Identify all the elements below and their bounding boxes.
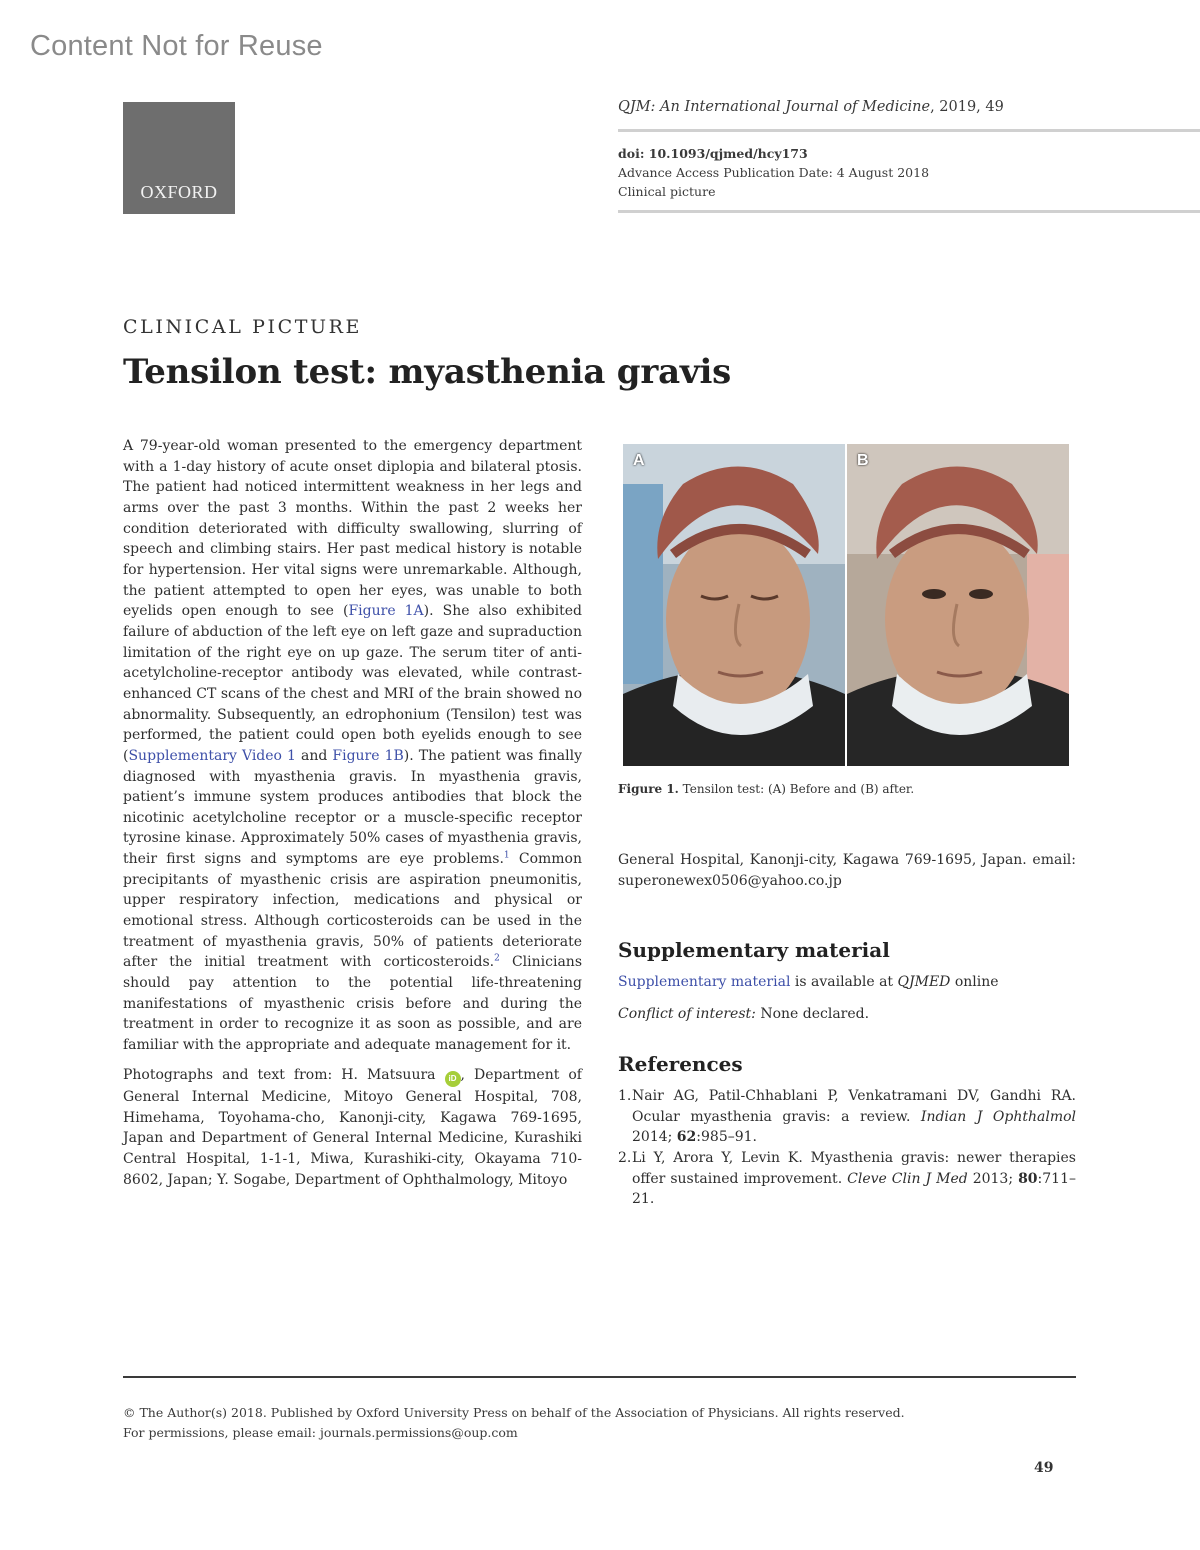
panel-label-a: A (633, 452, 645, 469)
body-and: and (295, 747, 333, 764)
article-type: Clinical picture (618, 184, 716, 199)
supplementary-video-link[interactable]: Supplementary Video 1 (128, 747, 296, 764)
patient-photo-after (847, 444, 1069, 766)
reference-pages: :711–21. (632, 1170, 1076, 1208)
figure-caption (618, 782, 914, 796)
supplementary-heading: Supplementary material (618, 938, 890, 962)
body-text-3: ). The patient was finally diagnosed with myasthenia gravis. In myasthenia gravis, patient’s immune system produces antibodies that block the nicotinic acetylcholine receptor or a muscle-specific receptor tyrosine kinase. Approximately 50% cases of myasthenia gravis, their first signs and symptoms are eye problems. (123, 747, 582, 868)
supplementary-material-link[interactable]: Supplementary material (618, 974, 791, 990)
orcid-icon[interactable]: iD (445, 1071, 461, 1087)
credit-pre: Photographs and text from: H. Matsuura (123, 1067, 445, 1083)
citation-1[interactable]: 1 (503, 850, 510, 861)
figure-panel-a (623, 444, 845, 766)
journal-year-page: , 2019, 49 (930, 99, 1004, 115)
article-title: Tensilon test: myasthenia gravis (123, 352, 732, 392)
reference-authors: Nair AG, Patil-Chhablani P, Venkatramani DV, Gandhi RA. Ocular myasthenia gravis: a review. (632, 1088, 1076, 1125)
doi[interactable]: doi: 10.1093/qjmed/hcy173 (618, 146, 808, 161)
reference-pages: :985–91. (696, 1129, 757, 1146)
reference-item (618, 1086, 1076, 1148)
supplementary-journal: QJMED (897, 974, 951, 990)
article-body (123, 436, 582, 1056)
conflict-text: None declared. (755, 1006, 870, 1022)
publisher-logo-text: OXFORD (140, 182, 218, 202)
reference-journal: Cleve Clin J Med (847, 1170, 968, 1187)
body-text-4: Common precipitants of myasthenic crisis are aspiration pneumonitis, upper respiratory infection, medications and physical or emotional stress. Although corticosteroids can be used in the treatment of myasthenia gravis, 50% of patients deteriorate after the initial treatment with corticosteroids. (123, 851, 583, 971)
conflict-of-interest (618, 1006, 869, 1022)
copyright-notice: © The Author(s) 2018. Published by Oxford University Press on behalf of the Association of Physicians. All rights reserved. (123, 1405, 905, 1420)
affiliation-continued: General Hospital, Kanonji-city, Kagawa 769-1695, Japan. email: superonewex0506@yahoo.co.jp (618, 852, 1076, 889)
advance-access-date: Advance Access Publication Date: 4 August 2018 (618, 165, 930, 180)
panel-label-b: B (857, 452, 869, 469)
footer-rule (123, 1376, 1076, 1378)
credit-post: , Department of General Internal Medicine, Mitoyo General Hospital, 708, Himehama, Toyohama-cho, Kanonji-city, Kagawa 769-1695, Japan and Department of General Internal Medicine, Kurashiki Central Hospital, 1-1-1, Miwa, Kurashiki-city, Okayama 710-8602, Japan; Y. Sogabe, Department of Ophthalmology, Mitoyo (123, 1067, 582, 1188)
publisher-logo[interactable] (123, 102, 235, 214)
conflict-label: Conflict of interest: (618, 1006, 756, 1022)
reference-volume: 80 (1018, 1170, 1038, 1187)
supplementary-end: online (950, 974, 999, 990)
watermark: Content Not for Reuse (30, 30, 323, 62)
section-kicker: CLINICAL PICTURE (123, 316, 362, 338)
header-rule-bottom (618, 210, 1200, 213)
body-text-1: A 79-year-old woman presented to the emergency department with a 1-day history of acute onset diplopia and bilateral ptosis. The patient had noticed intermittent weakness in her legs and arms over the past 3 months. Within the past 2 weeks her condition deteriorated with difficulty swallowing, slurring of speech and climbing stairs. Her past medical history is notable for hypertension. Her vital signs were unremarkable. Although, the patient attempted to open her eyes, was unable to both eyelids open enough to see ( (123, 438, 582, 620)
reference-authors: Li Y, Arora Y, Levin K. Myasthenia gravis: newer therapies offer sustained improvement. (632, 1149, 1076, 1187)
figure-1 (623, 444, 1069, 766)
reference-number: 2. (618, 1149, 632, 1166)
reference-number: 1. (618, 1088, 632, 1104)
supplementary-mid: is available at (790, 974, 898, 990)
references-heading: References (618, 1052, 743, 1076)
page-number: 49 (1034, 1460, 1054, 1476)
figure-panel-b (847, 444, 1069, 766)
footer (123, 1403, 905, 1442)
reference-year: 2013; (967, 1170, 1019, 1187)
reference-item (618, 1148, 1076, 1210)
patient-photo-before (623, 444, 845, 766)
references-list (618, 1086, 1076, 1210)
citation-2[interactable]: 2 (494, 953, 500, 964)
body-text-5: Clinicians should pay attention to the potential life-threatening manifestations of myasthenic crisis before and during the treatment in order to recognize it as soon as possible, and are familiar with the appropriate and adequate management for it. (123, 954, 582, 1054)
photo-credit (123, 1065, 582, 1190)
journal-citation (618, 99, 1004, 115)
permissions-notice: For permissions, please email: journals.permissions@oup.com (123, 1424, 518, 1440)
reference-volume: 62 (676, 1129, 697, 1146)
header-rule-top (618, 129, 1200, 132)
journal-name: QJM: An International Journal of Medicine (618, 99, 931, 115)
article-meta (618, 144, 929, 201)
figure-1a-link[interactable]: Figure 1A (348, 603, 424, 620)
figure-caption-text: Tensilon test: (A) Before and (B) after. (678, 782, 915, 796)
reference-journal: Indian J Ophthalmol (920, 1108, 1076, 1125)
figure-1b-link[interactable]: Figure 1B (332, 747, 404, 764)
reference-year: 2014; (632, 1129, 677, 1146)
figure-caption-label: Figure 1. (618, 782, 679, 796)
body-text-2: ). She also exhibited failure of abduction of the left eye on left gaze and supraduction limitation of the right eye on up gaze. The serum titer of anti-acetylcholine-receptor antibody was elevated, while contrast-enhanced CT scans of the chest and MRI of the brain showed no abnormality. Subsequently, an edrophonium (Tensilon) test was performed, the patient could open both eyelids enough to see ( (123, 603, 582, 764)
supplementary-text (618, 974, 999, 990)
